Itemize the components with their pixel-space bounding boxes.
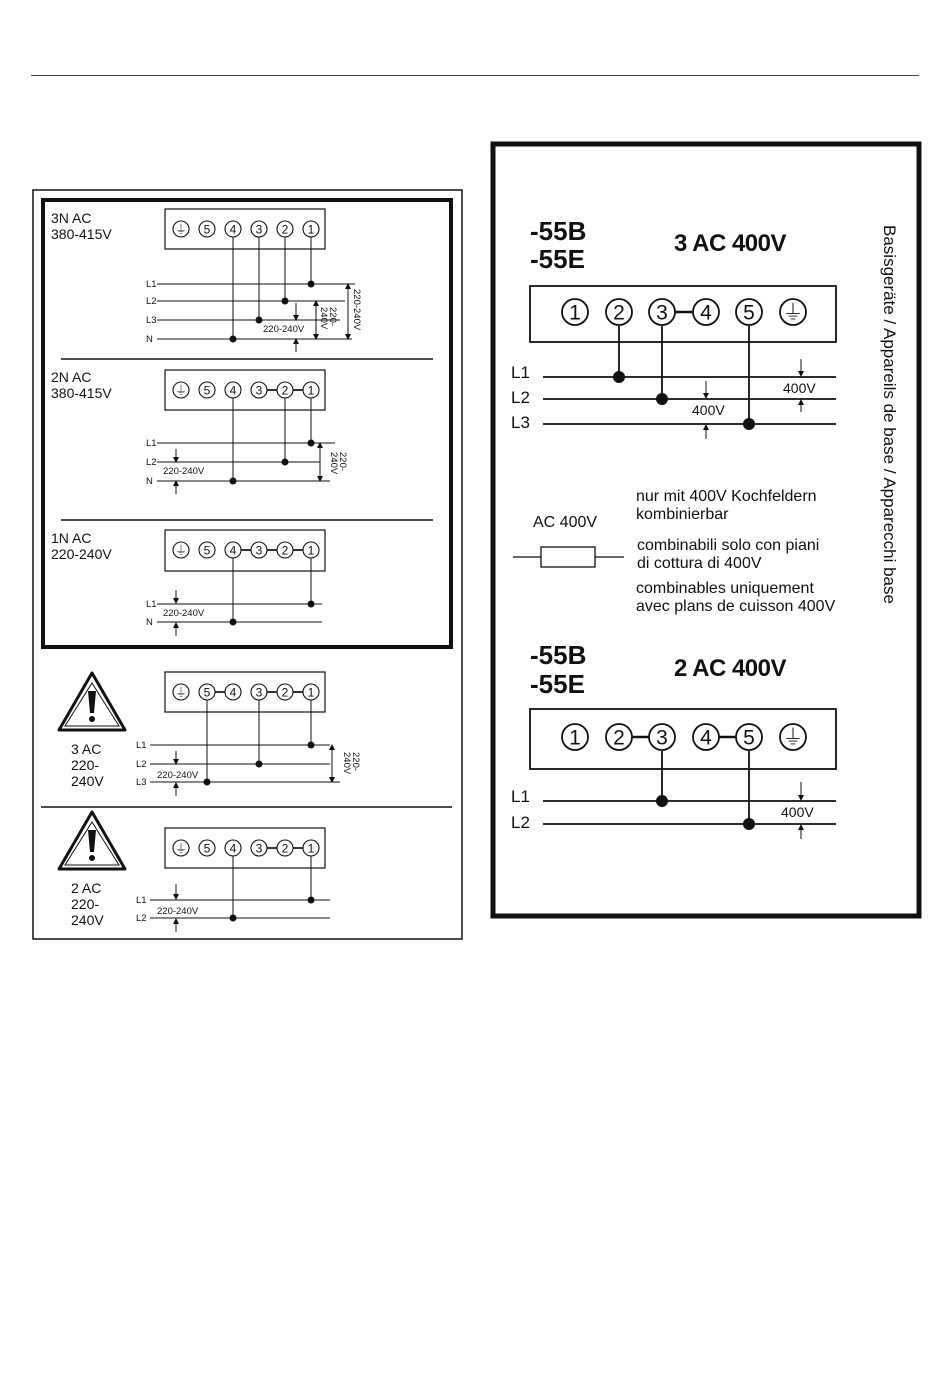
section-title-line3: 240V bbox=[71, 773, 104, 789]
terminal-number: 5 bbox=[203, 383, 211, 398]
section-title-line1: 3N AC bbox=[51, 210, 92, 226]
terminal-number: 5 bbox=[203, 841, 211, 856]
svg-text:220-: 220- bbox=[350, 752, 361, 772]
voltage-label: 400V bbox=[692, 402, 725, 418]
ground-icon: ⏚ bbox=[174, 841, 188, 856]
side-label-vertical: Basisgeräte / Appareils de base / Apparecchi base bbox=[880, 225, 899, 604]
legend-text: di cottura di 400V bbox=[637, 555, 762, 572]
voltage-label: 400V bbox=[783, 380, 816, 396]
terminal-number: 2 bbox=[281, 841, 289, 856]
junction-dot bbox=[230, 336, 237, 343]
ground-icon: ⏚ bbox=[782, 726, 804, 750]
legend-symbol-label: AC 400V bbox=[533, 514, 598, 531]
line-label-l1: L1 bbox=[511, 363, 530, 382]
terminal-number: 4 bbox=[229, 685, 237, 700]
section-title-line2: 220- bbox=[71, 757, 100, 773]
voltage-label-vertical: 220- bbox=[327, 307, 338, 327]
terminal-number: 4 bbox=[229, 222, 237, 237]
terminal-number: 4 bbox=[229, 383, 237, 398]
voltage-label: 220-240V bbox=[163, 608, 205, 619]
terminal-number: 1 bbox=[307, 685, 315, 700]
legend-text: avec plans de cuisson 400V bbox=[636, 598, 836, 615]
resistor-symbol bbox=[541, 547, 595, 567]
terminal-number: 2 bbox=[613, 301, 625, 325]
section-title-line2: 220-240V bbox=[51, 546, 112, 562]
terminal-number: 3 bbox=[255, 685, 263, 700]
line-label-l2: L2 bbox=[146, 296, 157, 307]
section-3-ac bbox=[59, 672, 361, 796]
legend-text: combinables uniquement bbox=[636, 580, 814, 597]
terminal-number: 4 bbox=[229, 543, 237, 558]
left-panel-inner-frame bbox=[43, 200, 451, 647]
section-title-line2: 380-415V bbox=[51, 385, 112, 401]
warning-icon bbox=[59, 673, 125, 730]
left-panel-frame bbox=[33, 190, 462, 939]
section-3n-ac bbox=[51, 209, 362, 352]
model-label: -55E bbox=[530, 669, 585, 699]
terminal-number: 3 bbox=[656, 301, 668, 325]
model-label: -55B bbox=[530, 640, 587, 670]
terminal-number: 1 bbox=[569, 301, 581, 325]
section-2n-ac bbox=[51, 369, 348, 494]
line-label-n: N bbox=[146, 334, 153, 345]
ground-icon: ⏚ bbox=[782, 301, 804, 325]
block-title: 3 AC 400V bbox=[674, 230, 787, 257]
voltage-label: 220-240V bbox=[157, 906, 199, 917]
junction-dot bbox=[308, 281, 315, 288]
ground-icon: ⏚ bbox=[174, 543, 188, 558]
terminal-number: 2 bbox=[281, 543, 289, 558]
terminal-number: 3 bbox=[255, 222, 263, 237]
terminal-number: 5 bbox=[743, 301, 755, 325]
terminal-number: 3 bbox=[255, 841, 263, 856]
section-title-line1: 3 AC bbox=[71, 741, 102, 757]
terminal-number: 1 bbox=[307, 222, 315, 237]
junction-dot bbox=[256, 317, 263, 324]
terminal-number: 5 bbox=[203, 222, 211, 237]
voltage-label: 220-240V bbox=[157, 770, 199, 781]
line-label-l1: L1 bbox=[146, 599, 157, 610]
section-title-line3: 240V bbox=[71, 912, 104, 928]
ground-icon: ⏚ bbox=[174, 685, 188, 700]
svg-text:240V: 240V bbox=[341, 752, 352, 775]
voltage-label-vertical: 240V bbox=[318, 307, 329, 330]
line-label-l3: L3 bbox=[136, 777, 147, 788]
line-label-l2: L2 bbox=[511, 813, 530, 832]
voltage-label: 220-240V bbox=[163, 466, 205, 477]
block-3-ac-400v bbox=[511, 216, 836, 439]
ground-icon: ⏚ bbox=[174, 383, 188, 398]
line-label-l1: L1 bbox=[146, 279, 157, 290]
line-label-l3: L3 bbox=[146, 315, 157, 326]
line-label-l2: L2 bbox=[146, 457, 157, 468]
line-label-l3: L3 bbox=[511, 413, 530, 432]
legend-text: nur mit 400V Kochfeldern bbox=[636, 488, 817, 505]
model-label: -55B bbox=[530, 216, 587, 246]
section-title-line1: 2 AC bbox=[71, 880, 102, 896]
block-2-ac-400v bbox=[511, 640, 836, 839]
line-label-l1: L1 bbox=[136, 895, 147, 906]
section-1n-ac bbox=[51, 530, 325, 636]
section-title-line1: 1N AC bbox=[51, 530, 92, 546]
legend-text: combinabili solo con piani bbox=[637, 537, 820, 554]
terminal-number: 3 bbox=[255, 543, 263, 558]
voltage-label: 400V bbox=[781, 804, 814, 820]
line-label-l2: L2 bbox=[136, 759, 147, 770]
terminal-number: 4 bbox=[700, 301, 712, 325]
legend bbox=[513, 488, 836, 615]
terminal-number: 1 bbox=[307, 841, 315, 856]
terminal-number: 3 bbox=[656, 726, 668, 750]
line-label-l1: L1 bbox=[146, 438, 157, 449]
terminal-number: 2 bbox=[281, 222, 289, 237]
line-label-l2: L2 bbox=[511, 388, 530, 407]
terminal-number: 4 bbox=[229, 841, 237, 856]
ground-icon: ⏚ bbox=[174, 222, 188, 237]
line-label-n: N bbox=[146, 617, 153, 628]
terminal-number: 5 bbox=[203, 685, 211, 700]
voltage-label: 220-240V bbox=[263, 324, 305, 335]
voltage-label-vertical: 220-240V bbox=[351, 289, 362, 331]
terminal-number: 5 bbox=[203, 543, 211, 558]
terminal-number: 1 bbox=[307, 383, 315, 398]
terminal-number: 1 bbox=[569, 726, 581, 750]
line-label-l1: L1 bbox=[511, 787, 530, 806]
terminal-number: 2 bbox=[613, 726, 625, 750]
svg-text:240V: 240V bbox=[328, 452, 339, 475]
line-label-l1: L1 bbox=[136, 740, 147, 751]
junction-dot bbox=[282, 298, 289, 305]
svg-text:220-: 220- bbox=[337, 452, 348, 472]
terminal-number: 5 bbox=[743, 726, 755, 750]
warning-icon bbox=[59, 812, 125, 869]
terminal-number: 2 bbox=[281, 383, 289, 398]
section-title-line1: 2N AC bbox=[51, 369, 92, 385]
section-title-line2: 380-415V bbox=[51, 226, 112, 242]
legend-text: kombinierbar bbox=[636, 506, 729, 523]
block-title: 2 AC 400V bbox=[674, 655, 787, 682]
terminal-number: 1 bbox=[307, 543, 315, 558]
model-label: -55E bbox=[530, 244, 585, 274]
section-2-ac bbox=[59, 812, 330, 932]
line-label-l2: L2 bbox=[136, 913, 147, 924]
terminal-number: 4 bbox=[700, 726, 712, 750]
terminal-number: 3 bbox=[255, 383, 263, 398]
terminal-number: 2 bbox=[281, 685, 289, 700]
section-title-line2: 220- bbox=[71, 896, 100, 912]
line-label-n: N bbox=[146, 476, 153, 487]
